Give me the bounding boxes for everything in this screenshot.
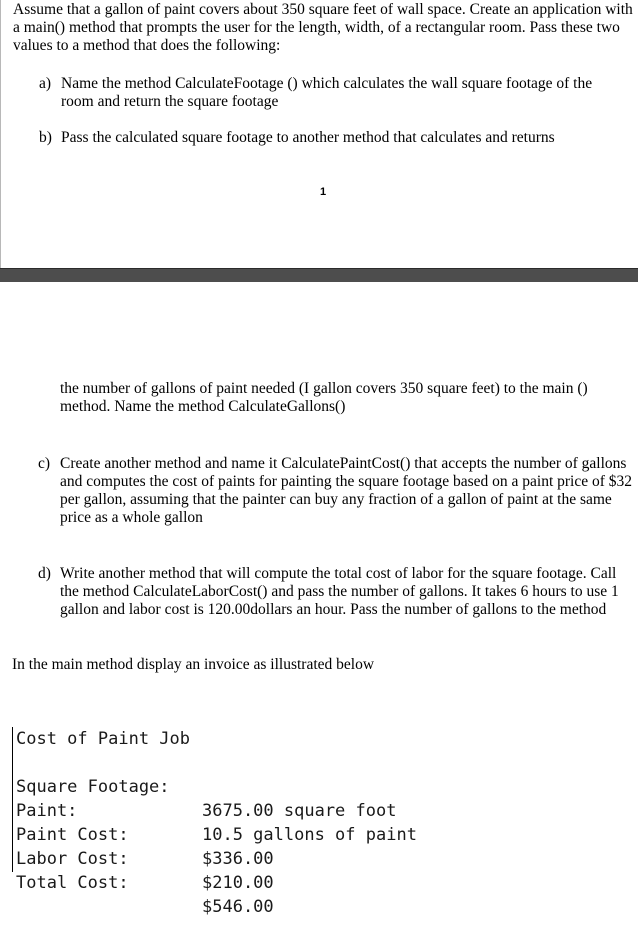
invoice-label: Square Footage: bbox=[16, 777, 170, 797]
invoice-label: Paint Cost: bbox=[16, 825, 129, 845]
item-a-text: Name the method CalculateFootage () which calculates the wall square footage of the room and return the square footage bbox=[61, 75, 593, 110]
invoice-title: Cost of Paint Job bbox=[16, 729, 190, 749]
invoice-value: $210.00 bbox=[202, 873, 274, 893]
item-d-letter: d) bbox=[38, 565, 51, 582]
invoice-block bbox=[12, 727, 453, 917]
invoice-intro: In the main method display an invoice as illustrated below bbox=[12, 656, 375, 673]
item-c-text: Create another method and name it CalculatePaintCost() that accepts the number of gallons and computes the cost of paints for painting the square footage based on a paint price of $32 per gallon, assuming that the painter can buy any fraction of a gallon of paint at the same price as a whole gallon bbox=[60, 455, 633, 526]
item-d-text: Write another method that will compute the total cost of labor for the square footage. Call the method CalculateLaborCost() and pass the number of gallons. It takes 6 hours to use 1 gallon and labor cost is 120.00dollars an hour. Pass the number of gallons to the method bbox=[60, 565, 619, 618]
invoice-label: Total Cost: bbox=[16, 873, 129, 893]
item-b-text: Pass the calculated square footage to another method that calculates and returns bbox=[61, 129, 555, 146]
invoice-label: Labor Cost: bbox=[16, 849, 129, 869]
invoice-value: 3675.00 square foot bbox=[202, 801, 397, 821]
invoice-value: $546.00 bbox=[202, 897, 274, 917]
invoice-value: 10.5 gallons of paint bbox=[202, 825, 417, 845]
item-c-letter: c) bbox=[38, 455, 51, 472]
invoice-value: $336.00 bbox=[202, 849, 274, 869]
page-number: 1 bbox=[320, 186, 327, 198]
item-b-continued: the number of gallons of paint needed (I gallon covers 350 square feet) to the main () method. Name the method CalculateGallons() bbox=[60, 380, 588, 415]
item-a-letter: a) bbox=[39, 75, 52, 92]
invoice-label: Paint: bbox=[16, 801, 78, 821]
item-b-letter: b) bbox=[39, 129, 52, 146]
page-one bbox=[0, 0, 638, 268]
intro-paragraph: Assume that a gallon of paint covers about 350 square feet of wall space. Create an application with a main() method that prompts the user for the length, width, of a rectangular room. Pass these two values to a method that does the following: bbox=[13, 1, 633, 54]
page-break bbox=[0, 268, 638, 283]
